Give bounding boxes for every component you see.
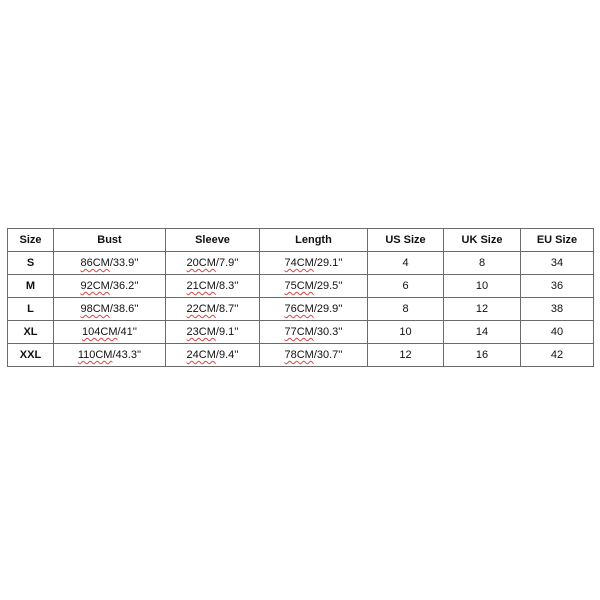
- cell-us-size: 8: [368, 298, 444, 321]
- header-bust: Bust: [54, 229, 166, 252]
- cell-sleeve-cm: 22CM: [186, 303, 216, 315]
- cell-bust-cm: 92CM: [80, 280, 110, 292]
- cell-uk-size: 14: [444, 321, 521, 344]
- cell-sleeve-cm: 21CM: [186, 280, 216, 292]
- cell-length-inch: /29.1'': [313, 257, 343, 269]
- cell-size: S: [8, 252, 54, 275]
- cell-sleeve: [166, 321, 260, 344]
- cell-us-size: 4: [368, 252, 444, 275]
- cell-bust-inch: /33.9'': [109, 257, 139, 269]
- cell-bust: [54, 275, 166, 298]
- cell-sleeve: [166, 344, 260, 367]
- cell-sleeve-inch: /8.7'': [215, 303, 239, 315]
- cell-sleeve-inch: /9.4'': [215, 349, 239, 361]
- cell-bust-inch: /36.2'': [109, 280, 139, 292]
- cell-bust: [54, 321, 166, 344]
- cell-eu-size: 42: [521, 344, 594, 367]
- header-sleeve: Sleeve: [166, 229, 260, 252]
- cell-eu-size: 40: [521, 321, 594, 344]
- cell-length: [260, 252, 368, 275]
- cell-sleeve: [166, 275, 260, 298]
- table-row: [8, 298, 594, 321]
- cell-uk-size: 16: [444, 344, 521, 367]
- cell-sleeve-cm: 23CM: [186, 326, 216, 338]
- cell-length: [260, 344, 368, 367]
- cell-size: L: [8, 298, 54, 321]
- cell-bust: [54, 252, 166, 275]
- table-row: [8, 275, 594, 298]
- cell-length-cm: 76CM: [284, 303, 314, 315]
- header-length: Length: [260, 229, 368, 252]
- cell-length-inch: /30.3'': [313, 326, 343, 338]
- cell-bust-cm: 110CM: [77, 349, 113, 361]
- cell-sleeve-cm: 24CM: [186, 349, 216, 361]
- cell-uk-size: 8: [444, 252, 521, 275]
- cell-eu-size: 38: [521, 298, 594, 321]
- header-size: Size: [8, 229, 54, 252]
- cell-bust-inch: /43.3'': [112, 349, 142, 361]
- cell-bust-inch: /41'': [117, 326, 137, 338]
- cell-size: XXL: [8, 344, 54, 367]
- cell-bust-cm: 98CM: [80, 303, 110, 315]
- header-row: [8, 229, 594, 252]
- cell-bust-cm: 104CM: [82, 326, 118, 338]
- cell-bust-inch: /38.6'': [109, 303, 139, 315]
- header-eu-size: EU Size: [521, 229, 594, 252]
- table-row: [8, 252, 594, 275]
- cell-sleeve-inch: /8.3'': [215, 280, 239, 292]
- cell-us-size: 12: [368, 344, 444, 367]
- cell-length-cm: 78CM: [284, 349, 314, 361]
- cell-length-inch: /29.9'': [313, 303, 343, 315]
- cell-length: [260, 275, 368, 298]
- cell-bust: [54, 344, 166, 367]
- cell-length-inch: /30.7'': [313, 349, 343, 361]
- cell-size: M: [8, 275, 54, 298]
- cell-us-size: 6: [368, 275, 444, 298]
- cell-sleeve-inch: /7.9'': [215, 257, 239, 269]
- cell-uk-size: 12: [444, 298, 521, 321]
- table-row: [8, 321, 594, 344]
- cell-length: [260, 321, 368, 344]
- cell-length-cm: 77CM: [284, 326, 314, 338]
- cell-bust-cm: 86CM: [80, 257, 110, 269]
- cell-bust: [54, 298, 166, 321]
- cell-length: [260, 298, 368, 321]
- cell-us-size: 10: [368, 321, 444, 344]
- header-uk-size: UK Size: [444, 229, 521, 252]
- size-chart-table: [7, 228, 594, 367]
- cell-sleeve-cm: 20CM: [186, 257, 216, 269]
- cell-length-cm: 75CM: [284, 280, 314, 292]
- cell-sleeve: [166, 252, 260, 275]
- cell-eu-size: 34: [521, 252, 594, 275]
- cell-sleeve: [166, 298, 260, 321]
- cell-length-inch: /29.5'': [313, 280, 343, 292]
- cell-uk-size: 10: [444, 275, 521, 298]
- header-us-size: US Size: [368, 229, 444, 252]
- table-row: [8, 344, 594, 367]
- cell-sleeve-inch: /9.1'': [215, 326, 239, 338]
- cell-length-cm: 74CM: [284, 257, 314, 269]
- cell-size: XL: [8, 321, 54, 344]
- cell-eu-size: 36: [521, 275, 594, 298]
